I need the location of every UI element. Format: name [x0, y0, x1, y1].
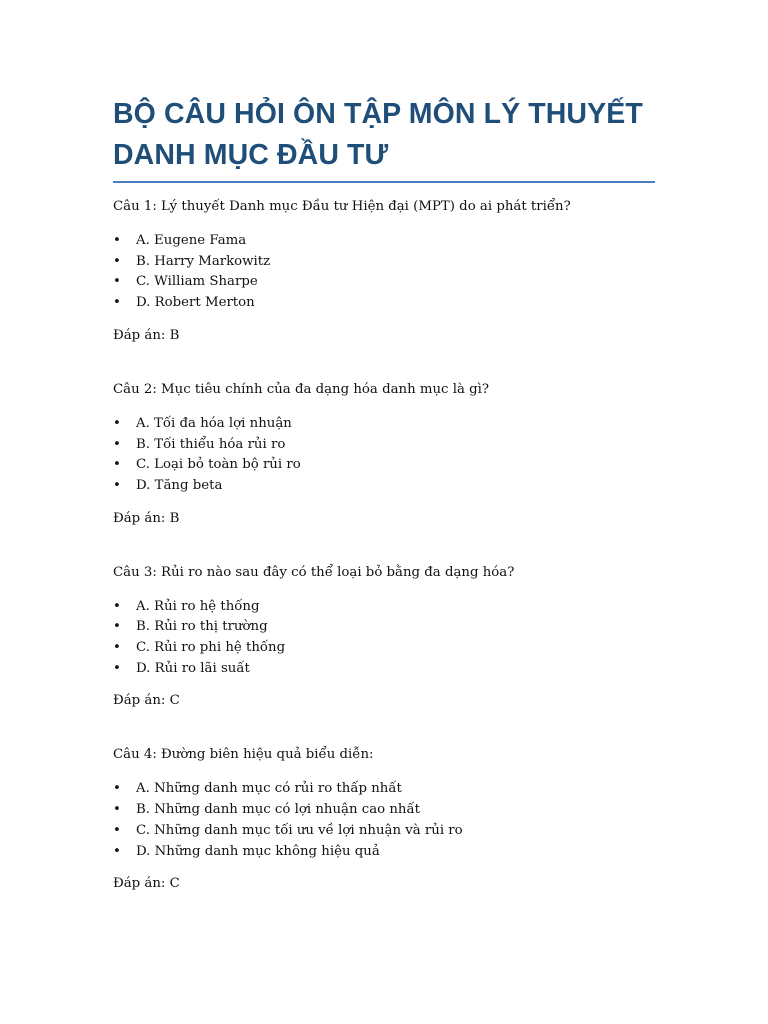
option-item	[113, 231, 655, 252]
option-item	[113, 293, 655, 314]
bullet-icon: •	[113, 598, 121, 614]
option-list	[113, 414, 655, 497]
option-label: A. Eugene Fama	[136, 233, 247, 248]
question-text: Câu 4: Đường biên hiệu quả biểu diễn:	[113, 747, 374, 763]
option-item	[113, 476, 655, 497]
bullet-icon: •	[113, 843, 121, 859]
option-label: A. Rủi ro hệ thống	[136, 598, 260, 614]
option-label: A. Những danh mục có rủi ro thấp nhất	[136, 781, 402, 797]
bullet-icon: •	[113, 457, 121, 473]
bullet-icon: •	[113, 619, 121, 635]
bullet-icon: •	[113, 415, 121, 431]
option-item	[113, 821, 655, 842]
option-label: C. Những danh mục tối ưu về lợi nhuận và rủi ro	[136, 822, 463, 838]
option-item	[113, 638, 655, 659]
bullet-icon: •	[113, 660, 121, 676]
option-label: D. Robert Merton	[136, 295, 255, 311]
question-block	[113, 198, 655, 345]
document-page	[113, 94, 655, 893]
question-block	[113, 746, 655, 893]
option-item	[113, 414, 655, 435]
option-item	[113, 842, 655, 863]
option-list	[113, 231, 655, 314]
question-text: Câu 3: Rủi ro nào sau đây có thể loại bỏ bằng đa dạng hóa?	[113, 564, 515, 580]
bullet-icon: •	[113, 822, 121, 838]
option-item	[113, 659, 655, 680]
bullet-icon: •	[113, 781, 121, 797]
option-item	[113, 779, 655, 800]
option-label: D. Rủi ro lãi suất	[136, 660, 250, 676]
bullet-icon: •	[113, 640, 121, 656]
answer-text: Đáp án: C	[113, 876, 180, 892]
option-label: C. William Sharpe	[136, 274, 258, 290]
option-label: B. Những danh mục có lợi nhuận cao nhất	[136, 802, 420, 818]
bullet-icon: •	[113, 233, 121, 248]
question-text: Câu 1: Lý thuyết Danh mục Đầu tư Hiện đại (MPT) do ai phát triển?	[113, 199, 571, 214]
title-line-2: DANH MỤC ĐẦU TƯ	[113, 139, 389, 171]
option-item	[113, 435, 655, 456]
option-item	[113, 597, 655, 618]
option-list	[113, 779, 655, 862]
option-label: B. Rủi ro thị trường	[136, 619, 268, 635]
bullet-icon: •	[113, 436, 121, 452]
option-item	[113, 800, 655, 821]
option-label: B. Tối thiểu hóa rủi ro	[136, 436, 286, 452]
title-line-1: BỘ CÂU HỎI ÔN TẬP MÔN LÝ THUYẾT	[113, 98, 643, 130]
bullet-icon: •	[113, 274, 121, 290]
option-label: B. Harry Markowitz	[136, 253, 271, 269]
option-item	[113, 272, 655, 293]
bullet-icon: •	[113, 295, 121, 311]
option-label: C. Rủi ro phi hệ thống	[136, 640, 286, 656]
option-list	[113, 597, 655, 680]
answer-text: Đáp án: C	[113, 693, 180, 709]
option-item	[113, 455, 655, 476]
answer-text: Đáp án: B	[113, 327, 180, 343]
option-label: D. Những danh mục không hiệu quả	[136, 843, 380, 859]
bullet-icon: •	[113, 477, 121, 493]
option-label: C. Loại bỏ toàn bộ rủi ro	[136, 457, 301, 473]
question-block	[113, 564, 655, 711]
option-label: D. Tăng beta	[136, 477, 223, 493]
question-text: Câu 2: Mục tiêu chính của đa dạng hóa danh mục là gì?	[113, 381, 490, 397]
option-label: A. Tối đa hóa lợi nhuận	[136, 415, 292, 431]
document-title	[113, 94, 655, 183]
question-block	[113, 381, 655, 528]
bullet-icon: •	[113, 253, 121, 269]
answer-text: Đáp án: B	[113, 510, 180, 526]
option-item	[113, 617, 655, 638]
option-item	[113, 252, 655, 273]
bullet-icon: •	[113, 802, 121, 818]
